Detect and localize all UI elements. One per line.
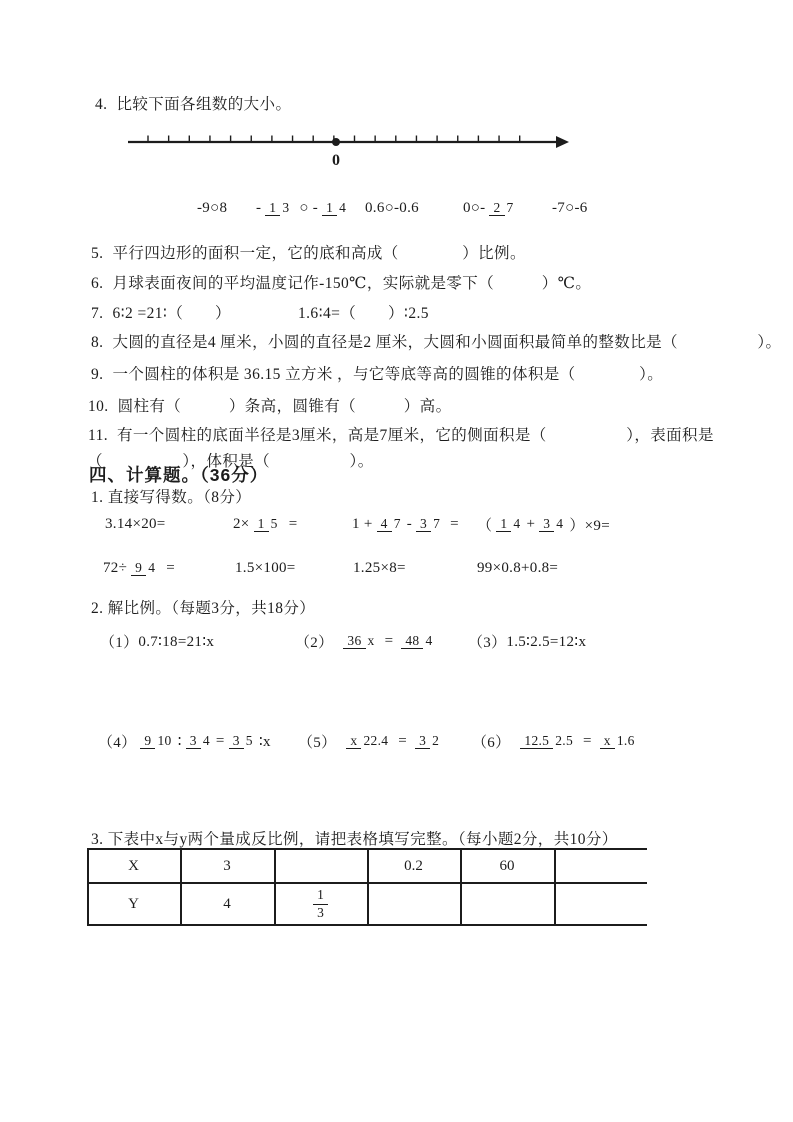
calc1-expr-6: 1.5×100=: [235, 559, 296, 576]
fraction-denominator: 7: [393, 515, 401, 531]
fraction-numerator: 1: [322, 200, 337, 216]
table-cell: 60: [499, 857, 515, 874]
question-6-text: 月球表面夜间的平均温度记作-150℃，实际就是零下（ ）℃。: [112, 275, 592, 292]
comparison-3: 0.6○-0.6: [365, 200, 419, 216]
fraction-denominator: 5: [245, 732, 253, 748]
item-label: （5）: [298, 734, 337, 751]
question-4: [95, 92, 291, 114]
calc2-expr-5: [298, 716, 445, 766]
question-10: [88, 394, 451, 416]
calc2-title: 2. 解比例。（每题3分，共18分）: [91, 600, 316, 617]
table-cell: 4: [223, 895, 231, 912]
calc2-expr-2: [295, 618, 439, 664]
number-line: [128, 133, 570, 151]
comparison-2: [256, 191, 352, 225]
question-6: [91, 271, 591, 293]
fraction: [313, 887, 328, 922]
table-cell: [274, 850, 367, 882]
fraction-numerator: 4: [377, 516, 392, 532]
question-11-number: 11.: [88, 427, 108, 444]
equals-sign: =: [583, 732, 592, 749]
fraction-denominator: 4: [556, 515, 564, 531]
fraction: [186, 733, 212, 750]
fraction-denominator: 4: [513, 515, 521, 531]
expr-text: =: [288, 515, 298, 532]
expr-text: =: [166, 559, 176, 576]
equals-sign: =: [398, 732, 408, 749]
calc1-expr-5: [103, 548, 175, 588]
fraction-numerator: 3: [539, 516, 554, 532]
question-7-part2: 1.6∶4=（ ）∶2.5: [298, 305, 429, 322]
fraction-numerator: 9: [131, 560, 146, 576]
compare-circle: ○: [299, 199, 309, 216]
fraction: [346, 733, 390, 750]
fraction-denominator: 4: [202, 732, 210, 748]
question-10-text: 圆柱有（ ）条高，圆锥有（ ）高。: [117, 398, 452, 415]
table-cell: [554, 850, 647, 882]
calc2-expr-1: [100, 618, 214, 664]
fraction: [600, 733, 637, 750]
table-cell: [554, 884, 647, 924]
calc2-expr-4: [98, 716, 271, 766]
question-11-line1: [88, 423, 714, 445]
fraction-numerator: 1: [496, 516, 511, 532]
calc2-expr-3: [468, 618, 586, 664]
item-label: （6）: [472, 734, 511, 751]
fraction: [496, 516, 522, 533]
fraction-numerator: 1: [265, 200, 280, 216]
fraction: [416, 516, 442, 533]
fraction: [520, 733, 575, 750]
question-7: [91, 301, 231, 323]
expr-text: 1 +: [352, 515, 373, 532]
fraction-numerator: 3: [415, 733, 430, 749]
ratio-colon: ∶: [177, 733, 182, 750]
question-7-number: 7.: [91, 305, 104, 322]
expr-text: ∶x: [258, 733, 271, 750]
fraction: [322, 200, 348, 217]
calc1-expr-3: [352, 504, 459, 544]
calc1-expr-7: 1.25×8=: [353, 559, 406, 576]
calc3-title: 3. 下表中x与y两个量成反比例，请把表格填写完整。（每小题2分，共10分）: [91, 831, 618, 848]
fraction-denominator: 7: [433, 515, 441, 531]
fraction: [401, 633, 434, 650]
table-cell: 0.2: [404, 857, 423, 874]
minus-sign: -: [256, 199, 262, 216]
expr-text: 0.7∶18=21∶x: [138, 633, 215, 650]
fraction: [377, 516, 403, 533]
expr-text: ）×9=: [569, 517, 610, 534]
fraction: [343, 633, 376, 650]
fraction-numerator: 36: [343, 633, 365, 649]
question-9: [91, 362, 663, 384]
expr-text: 1.5∶2.5=12∶x: [506, 633, 587, 650]
expr-text: 72÷: [103, 559, 128, 576]
question-4-number: 4.: [95, 96, 108, 113]
fraction-numerator: 3: [229, 733, 244, 749]
item-label: （3）: [468, 634, 507, 651]
fraction-denominator: 7: [506, 199, 514, 215]
table-cell: [367, 884, 460, 924]
fraction: [229, 733, 255, 750]
fraction-numerator: 3: [186, 733, 201, 749]
expr-text: +: [526, 515, 536, 532]
section-4-heading: 四、计算题。（36分）: [89, 465, 269, 485]
question-11-line2: （ ），体积是（ ）。: [87, 453, 374, 470]
question-8-text: 大圆的直径是4 厘米，小圆的直径是2 厘米，大圆和小圆面积最简单的整数比是（ ）。: [112, 334, 782, 351]
question-8-number: 8.: [91, 334, 104, 351]
table-cell: [460, 884, 554, 924]
fraction-numerator: 1: [313, 887, 328, 905]
question-8: [91, 330, 781, 352]
expr-text: （: [477, 517, 493, 534]
question-7-part1: 6∶2 =21∶（ ）: [112, 305, 231, 322]
compare-prefix: 0○-: [463, 199, 486, 216]
calc1-expr-8: 99×0.8+0.8=: [477, 559, 559, 576]
expr-text: =: [450, 515, 459, 532]
fraction-denominator: 3: [282, 199, 290, 215]
question-5: [91, 241, 526, 263]
fraction-denominator: 4: [339, 199, 347, 215]
fraction-denominator: 2: [432, 732, 440, 748]
fraction-denominator: x: [367, 632, 375, 648]
fraction: [254, 516, 280, 533]
fraction-denominator: 4: [425, 632, 433, 648]
question-9-text: 一个圆柱的体积是 36.15 立方米 ，与它等底等高的圆锥的体积是（ ）。: [112, 366, 664, 383]
table-cell-x-label: X: [128, 857, 139, 874]
number-line-zero-label: 0: [332, 152, 340, 169]
fraction-denominator: 5: [270, 515, 278, 531]
fraction-denominator: 22.4: [363, 732, 389, 748]
comparison-1: -9○8: [197, 200, 228, 216]
question-6-number: 6.: [91, 275, 104, 292]
item-label: （2）: [295, 634, 334, 651]
fraction-numerator: x: [600, 733, 615, 749]
table-cell-fraction: [274, 884, 367, 924]
table-cell: 3: [223, 857, 231, 874]
comparison-5: -7○-6: [552, 200, 588, 216]
calc1-expr-4: [477, 504, 610, 544]
calc2-expr-6: [472, 716, 641, 766]
fraction-numerator: 1: [254, 516, 269, 532]
number-line-graphic: [128, 133, 570, 151]
fraction: [415, 733, 441, 750]
comparison-4: [463, 191, 520, 225]
fraction: [489, 200, 515, 217]
equals-sign: =: [215, 732, 225, 749]
fraction-numerator: 3: [416, 516, 431, 532]
fraction-numerator: 2: [489, 200, 504, 216]
question-9-number: 9.: [91, 366, 104, 383]
fraction-denominator: 10: [157, 732, 172, 748]
fraction: [140, 733, 173, 750]
fraction-denominator: 2.5: [555, 732, 574, 748]
question-11-text1: 有一个圆柱的底面半径是3厘米，高是7厘米，它的侧面积是（ ），表面积是: [117, 427, 714, 444]
fraction-denominator: 3: [317, 904, 324, 920]
item-label: （4）: [98, 734, 137, 751]
xy-table: [87, 848, 649, 926]
fraction-denominator: 1.6: [616, 732, 635, 748]
item-label: （1）: [100, 634, 139, 651]
expr-text: 2×: [233, 515, 250, 532]
fraction: [265, 200, 291, 217]
fraction-numerator: 9: [140, 733, 155, 749]
equals-sign: =: [384, 632, 394, 649]
expr-text: -: [406, 515, 413, 532]
calc1-expr-1: 3.14×20=: [105, 515, 166, 532]
fraction-numerator: x: [346, 733, 361, 749]
fraction: [131, 560, 157, 577]
table-cell-y-label: Y: [128, 895, 139, 912]
question-10-number: 10.: [88, 398, 109, 415]
minus-sign: -: [312, 199, 319, 216]
question-5-text: 平行四边形的面积一定，它的底和高成（ ）比例。: [112, 245, 526, 262]
fraction-numerator: 48: [401, 633, 423, 649]
calc1-expr-2: [233, 504, 297, 544]
fraction-denominator: 4: [148, 559, 156, 575]
question-4-text: 比较下面各组数的大小。: [116, 96, 292, 113]
fraction-numerator: 12.5: [520, 733, 553, 749]
calc1-title: 1. 直接写得数。（8分）: [91, 489, 252, 506]
question-5-number: 5.: [91, 245, 104, 262]
fraction: [539, 516, 565, 533]
